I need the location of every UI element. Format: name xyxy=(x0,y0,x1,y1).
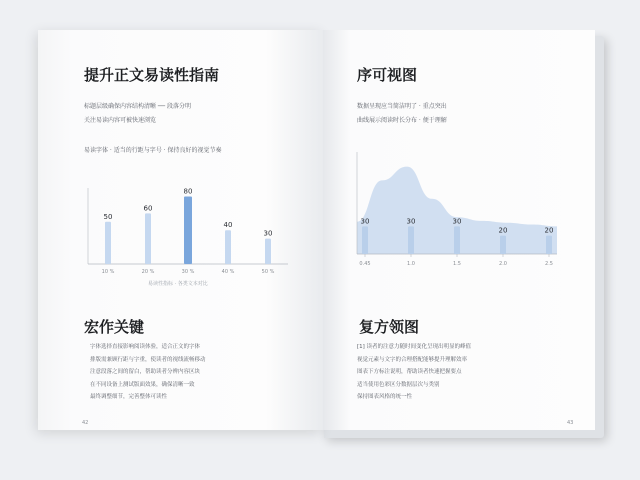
x-tick-label: 2.5 xyxy=(545,261,553,267)
bar xyxy=(408,226,414,254)
bar-value-label: 30 xyxy=(360,217,370,226)
right-section-line: [1] 读者的注意力随时间变化呈现出明显的峰值 xyxy=(357,344,472,350)
left-intro2-paragraph xyxy=(84,144,294,158)
x-tick-label: 1.5 xyxy=(453,261,461,267)
x-tick-label: 1.0 xyxy=(407,261,415,267)
left-intro-line: 标题层级确保内容结构清晰 ── 段落分明 xyxy=(84,103,192,110)
x-tick-label: 20 % xyxy=(141,269,155,275)
x-tick-label: 30 % xyxy=(181,269,195,275)
bar xyxy=(546,236,552,254)
right-intro-line: 数据呈现应当简洁明了 · 重点突出 xyxy=(357,103,447,110)
bar-chart xyxy=(78,180,298,280)
right-page xyxy=(323,30,595,430)
right-section-line: 保持图表风格的统一性 xyxy=(357,394,413,400)
x-tick-label: 50 % xyxy=(261,269,275,275)
bar xyxy=(184,196,192,264)
bar-chart-caption: 易读性指标 · 各类文本对比 xyxy=(148,281,208,287)
bar-value-label: 30 xyxy=(406,217,416,226)
left-section-paragraph xyxy=(90,341,290,404)
left-section-line: 注意段落之间的留白，帮助读者分辨内容区块 xyxy=(90,369,201,375)
left-section-line: 最终调整细节，完善整体可读性 xyxy=(90,394,168,400)
left-section-line: 排版需兼顾行距与字重，使读者的视线流畅移动 xyxy=(90,356,206,363)
bar-value-label: 20 xyxy=(544,226,554,235)
bar-value-label: 30 xyxy=(452,217,462,226)
right-section-paragraph xyxy=(357,341,567,404)
right-page-number: 43 xyxy=(567,420,574,426)
left-section-line: 在不同设备上测试版面效果，确保清晰一致 xyxy=(90,381,195,388)
open-book xyxy=(38,30,604,440)
bar-value-label: 20 xyxy=(498,226,508,235)
x-tick-label: 40 % xyxy=(221,269,235,275)
bar xyxy=(362,226,368,254)
bar xyxy=(105,222,111,264)
bar xyxy=(145,213,151,264)
bar-value-label: 60 xyxy=(143,204,153,213)
left-page-number: 42 xyxy=(82,420,89,426)
bar xyxy=(500,236,506,254)
right-intro-paragraph xyxy=(357,100,567,128)
bar xyxy=(265,239,271,264)
left-page-title: 提升正文易读性指南 xyxy=(84,66,220,84)
x-tick-label: 0.45 xyxy=(359,261,371,267)
right-section-title: 复方领图 xyxy=(359,318,420,336)
bar-value-label: 50 xyxy=(103,212,113,221)
x-tick-label: 10 % xyxy=(101,269,115,275)
left-intro-paragraph xyxy=(84,100,284,128)
bar-value-label: 40 xyxy=(223,221,233,230)
bar xyxy=(454,226,460,254)
right-section-line: 图表下方标注说明，帮助读者快速把握要点 xyxy=(357,369,462,375)
x-tick-label: 2.0 xyxy=(499,261,507,267)
bar xyxy=(225,230,231,264)
right-section-line: 适当使用色彩区分数据层次与类别 xyxy=(357,381,440,388)
bar-value-label: 80 xyxy=(183,187,193,196)
area-chart xyxy=(347,142,567,272)
left-section-line: 字体选择直接影响阅读体验，适合正文的字体 xyxy=(90,344,201,350)
left-intro-line: 关注易读内容可被快速浏览 xyxy=(84,117,157,124)
bar-value-label: 30 xyxy=(263,229,273,238)
right-section-line: 视觉元素与文字的合理搭配能够提升理解效率 xyxy=(357,356,468,363)
right-page-title: 序可视图 xyxy=(357,66,418,84)
right-intro-line: 曲线展示阅读时长分布 · 便于理解 xyxy=(357,117,447,124)
left-page xyxy=(38,30,323,430)
left-section-title: 宏作关键 xyxy=(84,318,145,336)
left-intro2-line: 易读字体 · 适当的行距与字号 · 保持良好的视觉节奏 xyxy=(84,147,222,154)
